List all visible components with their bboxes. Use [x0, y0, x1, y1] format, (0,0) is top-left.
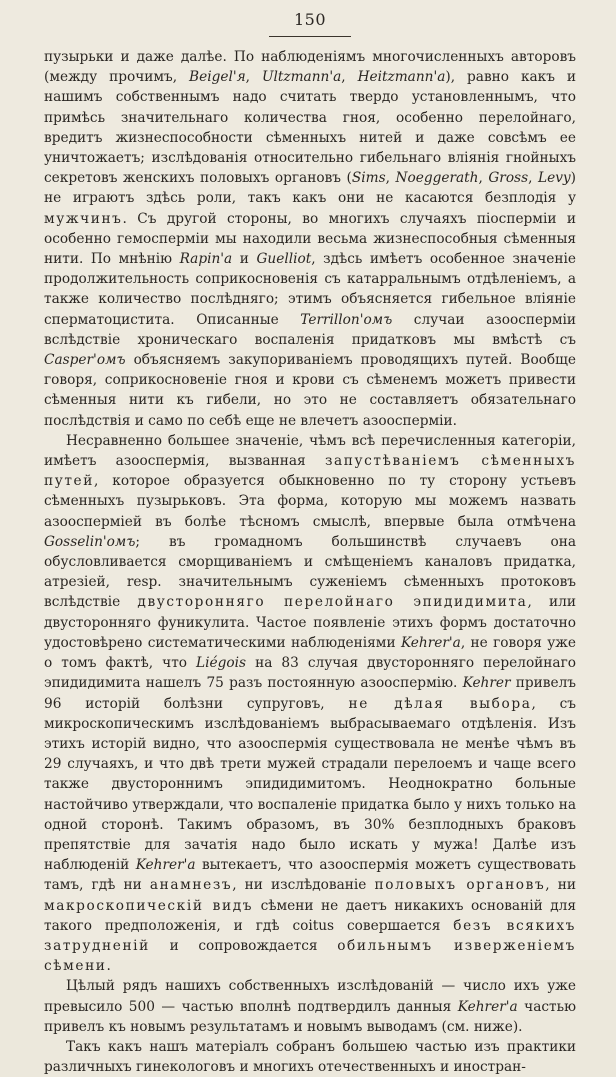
- emphasis-text: двусторонняго перелойнаго эпидидимита: [137, 594, 528, 611]
- author-name: Sims: [351, 170, 386, 187]
- paragraph: [44, 1037, 576, 1077]
- text-run: вытекаетъ, что азооспермія можетъ существовать тамъ, гдѣ ни: [44, 857, 577, 894]
- page-number: 150: [293, 10, 327, 29]
- emphasis-text: запустѣваніемъ сѣменныхъ путей: [44, 453, 576, 490]
- text-run: привелъ 96 исторiй болѣзни супруговъ,: [44, 675, 576, 712]
- author-name: Guelliot: [256, 251, 312, 268]
- author-name: Beigel'я: [189, 69, 246, 86]
- text-run: , которое образуется обыкновенно по ту сторону устьевъ сѣменныхъ пузырьковъ. Эта форма, которую мы можемъ назвать азооспермiей въ болѣе тѣсномъ смыслѣ, впервые была отмѣчена: [44, 473, 576, 530]
- emphasis-text: половыхъ органовъ: [374, 877, 546, 894]
- text-run: , не говоря уже о томъ фактѣ, что: [44, 634, 576, 672]
- text-run: ,: [528, 170, 538, 187]
- text-run: ,: [478, 170, 489, 187]
- text-run: на 83 случая двусторонняго перелойнаго эпидидимита нашелъ 75 разъ постоянную азооспермію.: [44, 655, 576, 692]
- emphasis-text: анамнезъ: [149, 877, 233, 894]
- author-name: Kehrer'а: [400, 634, 461, 651]
- author-name: Liégois: [196, 655, 247, 672]
- text-run: пузырьки и даже далѣе. По наблюденіямъ многочисленныхъ авторовъ (между прочимъ,: [44, 49, 576, 86]
- text-run: ; въ громадномъ большинствѣ случаевъ она обусловливается сморщиваніемъ и смѣщеніемъ каналовъ придатка, атрезiей, resp. значительнымъ суженіемъ сѣменныхъ протоковъ вслѣдствіе: [44, 533, 576, 611]
- text-run: Несравненно большее значеніе, чѣмъ всѣ перечисленныя категоріи, имѣетъ азооспермія, вызванная: [44, 432, 576, 470]
- text-run: , здѣсь имѣетъ особенное значеніе продолжительность соприкосновенія съ катарральнымъ отдѣленіемъ, а также количество послѣдняго; этимъ объясняется гибельное вліяніе сперматоцистита. Описанные: [44, 251, 576, 328]
- header-rule: [269, 36, 351, 37]
- text-run: .: [106, 958, 111, 975]
- author-name: Gosselin'омъ: [44, 533, 136, 550]
- text-run: сѣмени не даетъ никакихъ основаній для такого предположенія, и гдѣ coitus совершается: [44, 897, 577, 934]
- author-name: Kehrer'а: [457, 998, 518, 1015]
- text-run: объясняемъ закупориваніемъ проводящихъ путей. Вообще говоря, соприкосновеніе гноя и крови съ сѣменемъ можетъ привести сѣменныя нити къ гибели, но это не составляетъ обязательнаго послѣдствія и само по себѣ еще не влечетъ азооспермiи.: [44, 352, 576, 429]
- paragraph: [44, 47, 576, 431]
- text-run: , ни: [545, 877, 576, 894]
- text-run: ,: [341, 69, 358, 86]
- author-name: Kehrer: [462, 675, 511, 692]
- text-run: , ни изслѣдованіе: [232, 877, 375, 894]
- text-run: частью привелъ къ новымъ результатамъ и новымъ выводамъ (см. ниже).: [44, 998, 576, 1035]
- author-name: Levy: [538, 170, 571, 187]
- emphasis-text: обильнымъ изверженіемъ сѣмени: [44, 937, 576, 975]
- text-run: . Съ другой стороны, во многихъ случаяхъ піоспермiи и особенно гемоспермiи мы находили весьма жизнеспособныя сѣменныя нити. По мнѣнію: [44, 210, 576, 268]
- text-run: , съ микроскопическимъ изслѣдованіемъ выбрасываемаго отдѣленія. Изъ этихъ исторiй видно, что азооспермія существовала не менѣе чѣмъ въ 29 случаяхъ, и что двѣ трети мужей страдали перелоемъ и чаще всего также двустороннимъ эпидидимитомъ. Неоднократно больные настойчиво утверждали, что воспаленіе придатка было у нихъ только на одной сторонѣ. Такимъ образомъ, въ 30% безплодныхъ браковъ препятствіе для зачатія надо было искать у мужа! Далѣе изъ наблюденій: [44, 695, 576, 874]
- text-run: случаи азооспермiи вслѣдствіе хроническаго воспаленія придатковъ мы вмѣстѣ съ: [44, 311, 576, 348]
- text-run: и сопровождается: [149, 937, 338, 954]
- author-name: Rapin'а: [179, 251, 233, 268]
- text-run: ), равно какъ и нашимъ собственнымъ надо считать твердо установленнымъ, что примѣсь значительнаго количества гноя, особенно перелойнаго, вредитъ жизнеспособности сѣменныхъ нитей и даже совсѣмъ ее уничтожаетъ; изслѣдованія относительно гибельнаго вліянія гнойныхъ секретовъ женскихъ половыхъ органовъ (: [44, 69, 577, 187]
- text-run: Такъ какъ нашъ матеріалъ собранъ большею частью изъ практики различныхъ гинекологовъ и многихъ отечественныхъ и иностран-: [44, 1038, 576, 1076]
- text-run: ,: [385, 170, 396, 187]
- text-run: ) не играютъ здѣсь роли, такъ какъ они не касаются безплодія у: [44, 170, 576, 207]
- emphasis-text: не дѣлая выбора: [348, 695, 532, 712]
- text-run: ,: [245, 69, 262, 86]
- author-name: Heitzmann'а: [357, 69, 446, 86]
- text-run: , или двусторонняго фуникулита. Частое появленіе этихъ формъ достаточно удостовѣрено систематическими наблюденіями: [44, 594, 576, 651]
- author-name: Ultzmann'а: [261, 69, 342, 86]
- author-name: Noeggerath: [395, 170, 479, 187]
- author-name: Gross: [488, 170, 529, 187]
- emphasis-text: безъ всякихъ затрудненій: [44, 917, 576, 954]
- text-run: Цѣлый рядъ нашихъ собственныхъ изслѣдованій — число ихъ уже превысило 500 — частью вполнѣ подтвердилъ данныя: [44, 978, 576, 1015]
- paragraph: [44, 976, 576, 1037]
- author-name: Kehrer'а: [135, 857, 196, 874]
- emphasis-text: мужчинъ: [44, 210, 123, 227]
- emphasis-text: макроскопическій видъ: [44, 897, 254, 914]
- text-run: и: [232, 251, 257, 268]
- paragraph: [44, 431, 576, 976]
- author-name: Casper'омъ: [44, 352, 126, 369]
- body-text: [44, 47, 576, 1077]
- author-name: Terrillon'омъ: [300, 311, 393, 328]
